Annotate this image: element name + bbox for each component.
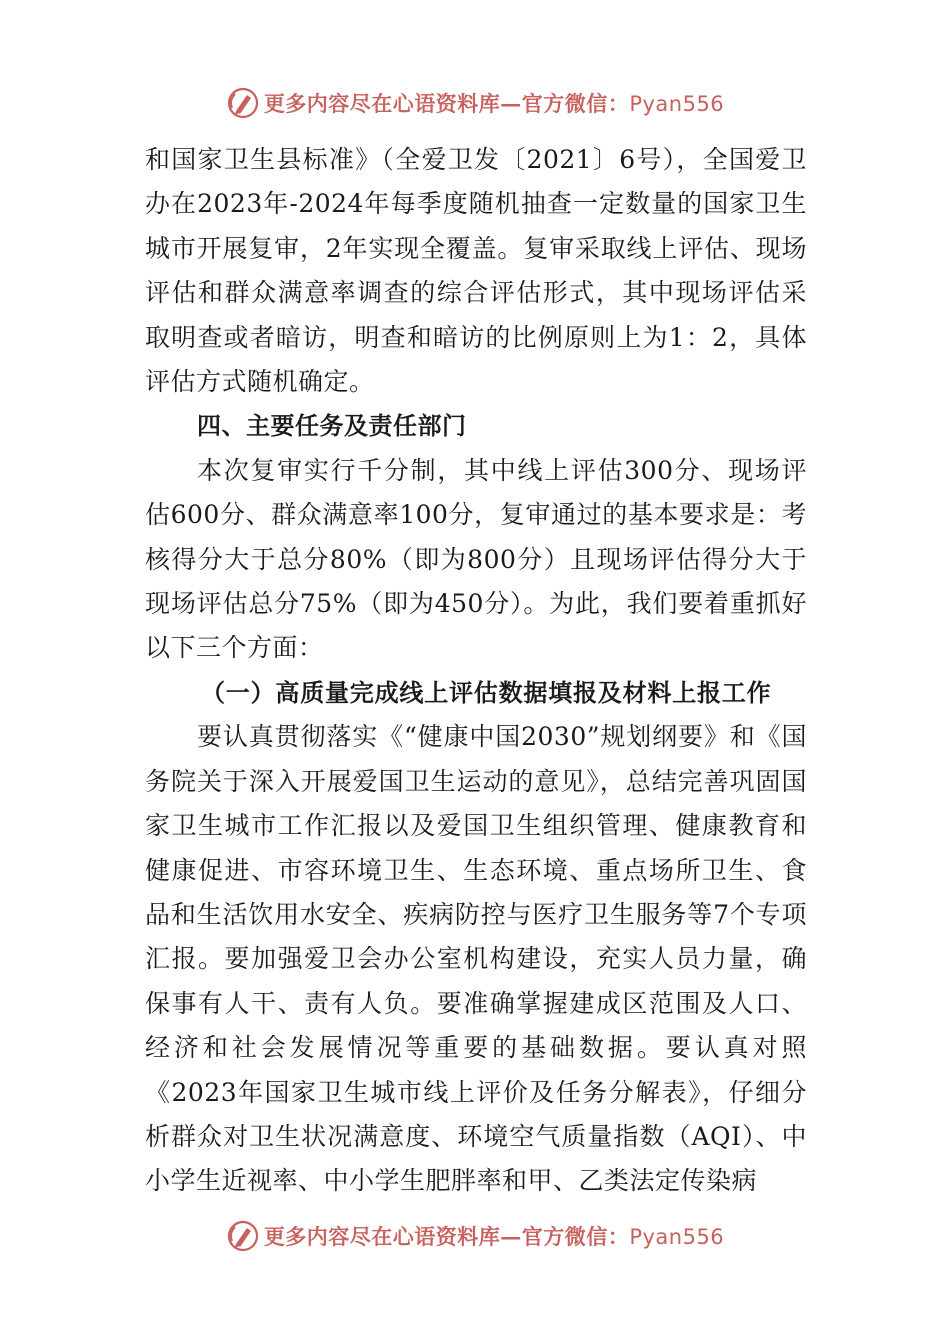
paragraph-scoring: 本次复审实行千分制，其中线上评估300分、现场评估600分、群众满意率100分，复审通过的基本要求是：考核得分大于总分80%（即为800分）且现场评估得分大于现场评估总分75%（即为450分）。为此，我们要着重抓好以下三个方面： — [145, 455, 807, 663]
section-heading: 四、主要任务及责任部门 — [197, 412, 467, 441]
watermark-text: 更多内容尽在心语资料库—官方微信：Pyan556 — [263, 1224, 725, 1249]
subsection-heading: （一）高质量完成线上评估数据填报及材料上报工作 — [201, 678, 772, 707]
pen-logo-icon — [226, 86, 260, 120]
watermark-id: Pyan556 — [629, 92, 725, 116]
document-body — [145, 138, 807, 1204]
paragraph-task-1: 要认真贯彻落实《“健康中国2030”规划纲要》和《国务院关于深入开展爱国卫生运动的意见》，总结完善巩固国家卫生城市工作汇报以及爱国卫生组织管理、健康教育和健康促进、市容环境卫生、生态环境、重点场所卫生、食品和生活饮用水安全、疾病防控与医疗卫生服务等7个专项汇报。要加强爱卫会办公室机构建设，充实人员力量，确保事有人干、责有人负。要准确掌握建成区范围及人口、经济和社会发展情况等重要的基础数据。要认真对照《2023年国家卫生城市线上评价及任务分解表》，仔细分析群众对卫生状况满意度、环境空气质量指数（AQI）、中小学生近视率、中小学生肥胖率和甲、乙类法定传染病 — [145, 722, 807, 1196]
paragraph-intro: 和国家卫生县标准》（全爱卫发〔2021〕6号），全国爱卫办在2023年-2024年每季度随机抽查一定数量的国家卫生城市开展复审，2年实现全覆盖。复审采取线上评估、现场评估和群众满意率调查的综合评估形式，其中现场评估采取明查或者暗访，明查和暗访的比例原则上为1：2，具体评估方式随机确定。 — [145, 145, 807, 397]
pen-logo-icon — [226, 1219, 260, 1253]
watermark-footer — [0, 1216, 950, 1256]
watermark-text: 更多内容尽在心语资料库—官方微信：Pyan556 — [263, 91, 725, 116]
watermark-id: Pyan556 — [629, 1225, 725, 1249]
watermark-header — [0, 83, 950, 123]
